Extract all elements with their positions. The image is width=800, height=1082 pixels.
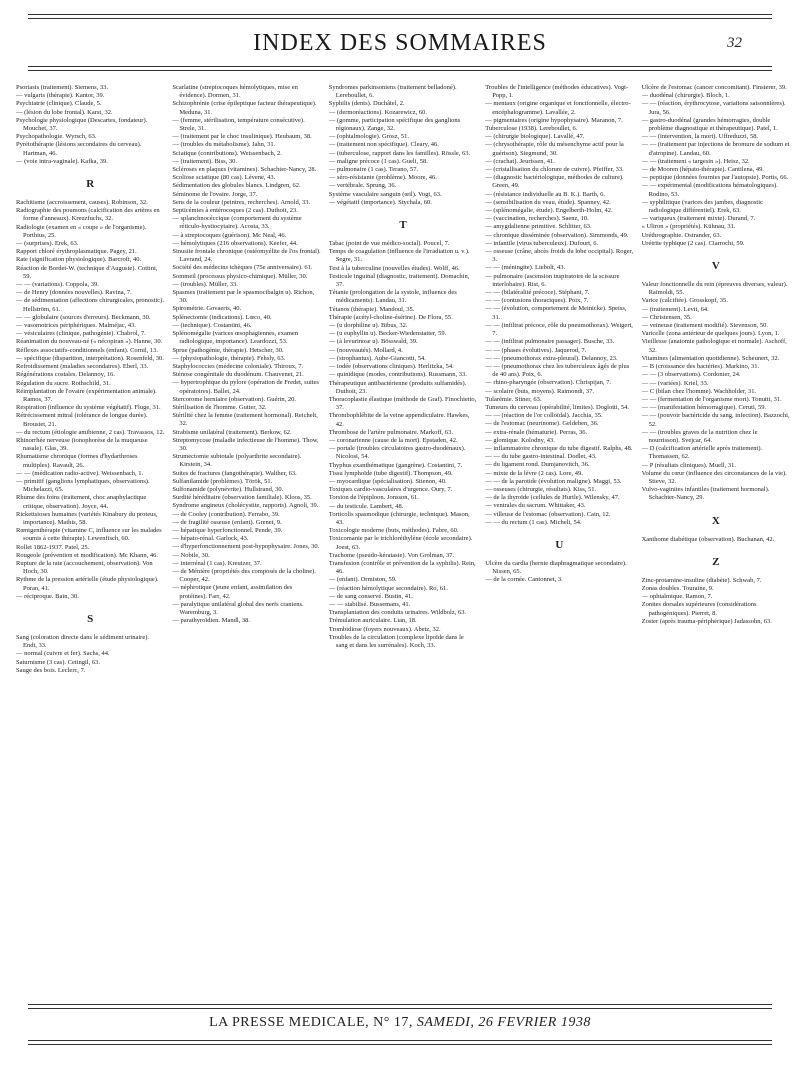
index-entry: Tabac (point de vue médico-social). Poucel, 7.: [328, 240, 450, 248]
index-entry: — du testicule. Lambert, 48.: [328, 502, 404, 510]
index-entry: Régulation du sucre. Rothschild, 31.: [16, 379, 111, 387]
index-entry: — peptique (données fournies par l'autopsie). Portis, 66.: [641, 174, 789, 182]
index-entry: — — (fermentation de l'organisme mort). Tonutti, 31.: [641, 395, 782, 403]
index-entry: Stérilité chez la femme (traitement hormonal). Reichelt, 32.: [172, 412, 318, 428]
section-letter: R: [86, 178, 95, 191]
index-entry: Société des médecins tchèques (75e anniversaire). 61.: [172, 264, 313, 272]
header-bottom-rule: [28, 66, 772, 67]
index-entry: — — (pneumothorax extra-pleural). Delannoy, 23.: [485, 354, 618, 362]
index-entry: Sténose congénitale du duodénum. Chauvenet, 21.: [172, 371, 304, 379]
index-entry: — de Henry (données nouvelles). Ravina, 7.: [16, 289, 132, 297]
index-entry: Pyrétothérapie (lésions secondaires du cerveau). Hartman, 46.: [16, 141, 142, 157]
index-entry: Suites de fractures (fangothérapie). Walther, 63.: [172, 469, 297, 477]
index-entry: Tularémie. Stiner, 63.: [485, 395, 542, 403]
index-entry: — (technique). Costantini, 46.: [172, 321, 252, 329]
index-entry: — — (manifestation hémorragique). Ceruti, 59.: [641, 404, 767, 412]
index-entry: — (enfant). Ormiston, 59.: [328, 576, 397, 584]
index-entry: Vulvo-vaginites infantiles (traitement hormonal). Schachter-Nancy, 29.: [641, 486, 770, 502]
index-entry: — vulgaris (thérapie). Kantor, 39.: [16, 92, 105, 100]
index-entry: Schizophrénie (crise épileptique facteur thérapeutique). Meduna, 31.: [172, 100, 317, 116]
section-letter: U: [555, 538, 564, 551]
index-entry: — (u euphyllin u). Becker-Wiedenstatter, 59.: [328, 330, 447, 338]
index-entry: — (traitement). Levit, 64.: [641, 305, 709, 313]
footer-top-rule: [28, 1004, 772, 1005]
index-entry: — portale (troubles circulatoires gastro-duodénaux). Nicolosi, 54.: [328, 445, 466, 461]
index-entry: — séro-résistante (problème). Moore, 46.: [328, 174, 437, 182]
index-entry: — amygdalienne primitive. Schlitter, 63.: [485, 223, 592, 231]
index-entry: Streptomycose (maladie infectieuse de l'homme). Thow, 30.: [172, 436, 319, 452]
index-entry: — — (traitement « targesin »). Heisz, 32.: [641, 157, 750, 165]
index-entry: Rollet 1862-1937. Patel, 25.: [16, 543, 90, 551]
index-entry: — (traitement). Biss, 30.: [172, 157, 238, 165]
index-entry: — (résistance individuelle au B. K.). Barth, 6.: [485, 190, 606, 198]
index-entry: Rœntgenthérapie (vitamine C, influence sur les malades soumis à cette thérapie). Lewenfisch, 60.: [16, 527, 162, 543]
index-entry: — (physiopathologie, thérapie). Fehsly, 63.: [172, 354, 286, 362]
index-entry: Sprue (pathogénie, thérapie). Hetscher, 30.: [172, 346, 284, 354]
index-entry: Toxicologie moderne (buts, méthodes). Fabre, 60.: [328, 527, 459, 535]
index-entry: Sommeil (processus physico-chimique). Müller, 30.: [172, 272, 308, 280]
index-entry: Trémulation auriculaire. Lian, 18.: [328, 617, 417, 625]
index-entry: — (voie intra-vaginale). Kafka, 39.: [16, 157, 108, 165]
index-entry: Sulfonamide (polynévrite). Hullstrand, 30.: [172, 485, 284, 493]
index-entry: — vasomotrices périphériques. Malméjac, 43.: [16, 322, 137, 330]
index-entry: Sinusite frontale chronique (ostéomyélite de l'os frontal). Lavrand, 24.: [172, 248, 321, 264]
index-entry: — (ophtalmologie). Grosz, 51.: [328, 133, 409, 141]
index-entry: Séminome de l'ovaire. Jorge, 37.: [172, 190, 258, 198]
section-letter: T: [399, 219, 407, 232]
index-entry: Thoracoplastie élastique (méthode de Graf). Finochietto, 37.: [328, 395, 477, 412]
footer-bottom-rule: [28, 1040, 772, 1041]
index-entry: Tétanos (thérapie). Mandoul, 35.: [328, 305, 415, 313]
index-entry: Thérapeutique antibactérienne (produits sulfamidés). Duthoit, 23.: [328, 379, 467, 395]
index-entry: Uréthrographie. Ostrander, 63.: [641, 231, 722, 239]
index-entry: — — globulaire (sources d'erreurs). Beckmann, 30.: [16, 313, 151, 321]
index-entry: — — (3 observations). Cordonier, 24.: [641, 371, 741, 379]
index-entry: — inflammatoire chronique du tube digestif. Ralphs, 48.: [485, 444, 633, 452]
index-entry: Tuberculose (1938). Lereboullet, 6.: [485, 125, 578, 133]
index-column-2: [172, 84, 320, 892]
index-entry: — — (troubles graves de la nutrition chez le nourrisson). Svejcar, 64.: [641, 428, 758, 444]
index-entry: — (vaccination, recherches). Saenz, 10.: [485, 215, 589, 223]
index-entry: — du ligament rond. Dumjanovitch, 36.: [485, 461, 590, 469]
index-entry: — (troubles du métabolisme). Jahn, 31.: [172, 141, 276, 149]
index-entry: — de Cooley (contribution). Ferrabo, 39.: [172, 510, 280, 518]
index-entry: — réciproque. Bain, 30.: [16, 592, 79, 600]
index-entry: Syndromes parkinsoniens (traitement belladoné). Lereboullet, 6.: [328, 84, 457, 100]
index-entry: — d'hyperfonctionnement post-hypophysaire. Jones, 30.: [172, 543, 320, 551]
section-letter: X: [711, 514, 720, 527]
index-entry: Rupture de la rate (accouchement, observation). Von Hoch, 30.: [16, 559, 153, 576]
index-entry: Radiologie (examen en « coupe » de l'organisme). Porthius, 25.: [16, 223, 147, 239]
section-letter: Z: [712, 555, 720, 568]
index-entry: — — (bilatéralité précoce). Stéphani, 7.: [485, 289, 590, 297]
index-entry: — Christensen, 35.: [641, 313, 692, 321]
index-entry: — (tuberculose, rapport dans les familles). Rössle, 63.: [328, 149, 471, 157]
index-entry: Rhume des foins (traitement, choc anaphylactique critique, observation). Joyce, 44.: [16, 494, 147, 510]
index-entry: Système vasculaire sanguin (œil). Vogt, 63.: [328, 190, 442, 198]
index-entry: — de la cornée. Cantonnet, 3.: [485, 576, 563, 584]
index-entry: — — (traitement par injections de bromure de sodium et d'atropine). Landau, 60.: [641, 141, 790, 157]
index-entry: — mixte de la lèvre (2 cas). Lore, 49.: [485, 469, 583, 477]
index-entry: — — (phases évolutives). Jaquerod, 7.: [485, 346, 587, 354]
index-entry: Rétrécissement mitral (tolérance de longue durée). Broustet, 21.: [16, 412, 148, 428]
index-entry: — infantile (virus tuberculeux). Dufourt, 6.: [485, 239, 599, 247]
index-entry: Testicule inguinal (diagnostic, traitement). Domachin, 37.: [328, 272, 470, 289]
index-entry: — pulmonaire (ascension inspiratoire de la scissure interlobaire). Rist, 6.: [485, 272, 620, 288]
index-entry: — — du rectum (1 cas). Micheli, 54.: [485, 518, 582, 526]
index-entry: Rate (signification physiologique). Barcroft, 40.: [16, 256, 142, 264]
index-entry: — — (variations). Coppola, 39.: [16, 281, 99, 289]
index-entry: — vésiculaires (clinique, pathogénie). Chabrol, 7.: [16, 330, 146, 338]
index-entry: — — (contusions thoraciques). Poix, 7.: [485, 297, 589, 305]
index-entry: Splénectomie (indications). Lœco, 40.: [172, 313, 272, 321]
index-entry: — de sang conservé. Bustin, 41.: [328, 592, 413, 600]
index-entry: — quinidique (modes, contributions). Russmann, 33.: [328, 371, 467, 379]
index-entry: — paralytique unilatéral global des nerfs craniens. Waremburg, 3.: [172, 600, 304, 616]
index-entry: Transplantation des conduits urinaires. Wildbolz, 63.: [328, 609, 467, 617]
index-entry: — pulmonaire (1 cas). Terano, 57.: [328, 166, 419, 174]
index-entry: — ventrales du sacrum. Whittaker, 43.: [485, 502, 586, 510]
index-entry: Sang (coloration directe dans le sédiment urinaire). Endt, 33.: [16, 633, 150, 650]
index-entry: Trombidiose (foyers nouveaux). Abetz, 32.: [328, 625, 441, 633]
index-entry: — — de la parotide (évolution maligne). Maggi, 53.: [485, 477, 622, 485]
index-entry: — hypertrophique du pylore (opération de Fredet, suites opératoires). Ballet, 24.: [172, 379, 319, 395]
footer-journal: LA PRESSE MEDICALE, N° 17,: [209, 1015, 413, 1030]
index-entry: — (gomme, participation spécifique des ganglions régionaux). Zange, 32.: [328, 116, 461, 133]
index-entry: Torsion de l'épiploon. Jonsson, 61.: [328, 494, 419, 502]
section-letter: S: [87, 612, 94, 625]
index-entry: — Nobile, 30.: [172, 551, 210, 559]
index-entry: — interrénal (1 cas). Kreutzer, 37.: [172, 559, 262, 567]
page-title: INDEX DES SOMMAIRES: [253, 30, 547, 56]
index-entry: Strumectomie subtotale (polyarthrite secondaire). Kirstein, 34.: [172, 453, 302, 469]
index-entry: — — du tube gastro-intestinal. Dodlet, 43.: [485, 453, 597, 461]
index-entry: — — (infiltrat pulmonaire passager). Busche, 33.: [485, 338, 615, 346]
index-entry: — (troubles). Müller, 33.: [172, 280, 238, 288]
index-entry: Rythme de la pression artérielle (étude physiologique). Poran, 41.: [16, 576, 159, 592]
index-entry: Zinc-protamine-insuline (diabète). Schwab, 7.: [641, 576, 762, 584]
index-entry: Scléroses en plaques (vitamines). Schachter-Nancy, 28.: [172, 166, 317, 174]
index-entry: Psychologie physiologique (Descartes, fondateur). Mouchet, 37.: [16, 116, 148, 133]
header-bottom-rule-double: [28, 70, 772, 71]
index-entry: Xanthome diabétique (observation). Buchanan, 42.: [641, 535, 775, 543]
index-entry: Test à la tuberculine (nouvelles études). Wolff, 46.: [328, 264, 460, 272]
index-entry: — myocardique (spécialisation). Stienon, 40.: [328, 477, 447, 485]
index-entry: — syphilitique (varices des jambes, diagnostic radiologique différentiel). Erek, 63.: [641, 198, 763, 215]
top-rule-double: [28, 18, 772, 19]
index-entry: — (réaction hémolytique secondaire). Ro, 61.: [328, 584, 448, 592]
index-entry: Sciatique (contributions). Weissenbach, 2.: [172, 149, 282, 157]
section-letter: V: [711, 260, 720, 273]
index-entry: Toxicomanie par le trichloréthylène (école secondaire). Joest, 63.: [328, 535, 473, 551]
index-entry: Tissu lymphoïde (tube digestif). Thompson, 49.: [328, 469, 453, 477]
index-entry: Réaction de Bordet-W. (technique d'Auguste). Cottini, 59.: [16, 264, 158, 280]
index-column-3: [329, 84, 477, 892]
index-entry: Saturnisme (3 cas). Cetingil, 63.: [16, 658, 100, 666]
index-entry: — splanchnocéccique (comportement du système réticulo-hystiocytaire). Acosta, 33.: [172, 215, 302, 231]
index-entry: Syndrome angineux (cholécystite, rapports). Agnoli, 39.: [172, 502, 319, 510]
footer-journal-line: [0, 1015, 800, 1031]
index-entry: — P (résultats cliniques). Muell, 31.: [641, 461, 736, 469]
index-entry: — pigmentaires (origine hypophysaire). Maranon, 7.: [485, 116, 623, 124]
index-entry: — gastro-duodénal (grandes hémorragies, double problème diagnostique et thérapeutique). Patel, 1.: [641, 116, 778, 133]
index-entry: Zoster (après trauma-périphérique) Jadassohn, 63.: [641, 617, 772, 625]
index-entry: Splénomégalie (varices œsophagiennes, examen radiologique, importance). Leardozzi, 53.: [172, 330, 299, 346]
index-entry: — (traitement non spécifique). Cleary, 46.: [328, 141, 439, 149]
index-columns: [16, 84, 790, 892]
index-entry: Rachitisme (accroissement, causes). Robinson, 32.: [16, 199, 148, 207]
index-entry: Rapport chloré érythroplasmatique. Pagey, 21.: [16, 248, 137, 256]
index-entry: — scolaire (buts, moyens). Raimondi, 37.: [485, 387, 595, 395]
index-entry: Rickettsioses humaines (variétés Kinabury du proteus, importance). Mathis, 58.: [16, 510, 158, 526]
index-entry: — variqueux (traitement mixte). Durand, 7.: [641, 215, 756, 223]
footer-bottom-rule-double: [28, 1044, 772, 1045]
index-entry: — (splénomégalie, étude). Engelberth-Holm, 42.: [485, 207, 613, 215]
index-entry: Sens de la couleur (peintres, recherches). Arnold, 33.: [172, 198, 311, 206]
index-entry: Vieillesse (anatomie pathologique et normale). Aschoff, 32.: [641, 338, 787, 354]
index-entry: — osseuses (chirurgie, résultats). Kiss, 51.: [485, 485, 597, 493]
index-entry: Rhumatisme chronique (formes d'hydarthroses multiples). Ravault, 26.: [16, 453, 138, 469]
page-number: 32: [727, 35, 742, 51]
index-entry: Stercorome herniaire (observation). Guérin, 20.: [172, 395, 297, 403]
index-entry: — C (bilan chez l'homme). Wachholder, 31.: [641, 387, 757, 395]
index-entry: Troubles de la circulation (complexe lipoïde dans le sang et dans les surrénales). Koch, 33.: [328, 633, 464, 649]
index-entry: Stérilisation de l'homme. Gutter, 32.: [172, 403, 267, 411]
index-entry: Vitamines (alimentation quotidienne). Scheunert, 32.: [641, 354, 780, 362]
index-entry: Torticolis spasmodique (chirurgie, technique). Mason, 43.: [328, 510, 470, 526]
index-entry: Surdité héréditaire (observation familiale). Kloos, 35.: [172, 494, 312, 502]
index-entry: Zonites dorsales supérieures (considérations pathogéniques). Pierret, 8.: [641, 601, 757, 617]
index-entry: — rhino-pharyngée (observation). Chrispijan, 7.: [485, 379, 612, 387]
index-entry: Varice (calcifiée). Grosskopf, 35.: [641, 297, 728, 305]
index-entry: Volume du cœur (influence des circonstances de la vie). Stieve, 32.: [641, 469, 787, 485]
index-entry: Radiographie des poumons (calcification des artères en forme d'anneaux). Kreuzfuchs, 32.: [16, 207, 160, 223]
index-entry: — (femme, stérilisation, température consécutive). Strele, 31.: [172, 116, 305, 133]
index-entry: — de fragilité osseuse (enfant). Grenet, 9.: [172, 518, 282, 526]
index-entry: Tumeurs du cerveau (opérabilité, limites). Doglotti, 54.: [485, 403, 630, 411]
index-entry: Rhinorrhée nerveuse (ionophorèse de la muqueuse nasale). Glas, 39.: [16, 436, 148, 453]
footer-date: 26 FEVRIER 1938: [478, 1015, 591, 1030]
index-entry: — — (infiltrat précoce, rôle du pneumothorax). Weigert, 7.: [485, 321, 633, 338]
index-entry: — (lésion du lobe frontal). Karst, 32.: [16, 108, 113, 116]
index-entry: — (sensibilisation du veau, étude). Spanney, 42.: [485, 198, 611, 206]
index-column-4: [485, 84, 633, 892]
index-entry: Réimplantation de l'ovaire (expérimentation animale). Ramos, 37.: [16, 387, 157, 403]
index-entry: — (u dorphiline u). Bibus, 32.: [328, 322, 408, 330]
index-entry: — normal (cuivre et fer). Sachs, 44.: [16, 650, 110, 658]
index-entry: Tétanie (prolongation de la systole, influence des médicaments). Landau, 31.: [328, 289, 457, 305]
index-entry: Scarlatine (streptocoques hémolytiques, mise en évidence). Dormen, 31.: [172, 84, 298, 100]
index-entry: — (diagnostic bactériologique, méthodes de culture). Green, 49.: [485, 174, 624, 190]
index-entry: Septicémies à entérocoques (2 cas). Duthoit, 23.: [172, 207, 298, 215]
index-entry: — (surprises). Erek, 63.: [16, 240, 79, 248]
index-entry: Valeur fonctionnelle du rein (épreuves diverses, valeur). Raimoldi, 55.: [641, 281, 788, 297]
index-entry: Respiration (influence du système végétatif). Fluge, 31.: [16, 404, 161, 412]
index-entry: Spirométrie. Govaerts, 40.: [172, 305, 242, 313]
index-entry: — (cristallisation du chlorure de cuivre). Pfeiffer, 33.: [485, 166, 624, 174]
index-entry: Réanimation du nouveau-né (« nécopiran »). Hanne, 30.: [16, 338, 163, 346]
index-entry: — hémolytiques (216 observations). Keefer, 44.: [172, 239, 298, 247]
index-entry: Troubles de l'intelligence (méthodes éducatives). Vogt-Popp, 1.: [485, 84, 629, 100]
index-entry: — — (médication radio-active). Weissenbach, 1.: [16, 469, 144, 477]
index-column-5: [642, 84, 790, 892]
index-entry: — (crachat). Jeurissen, 41.: [485, 157, 555, 165]
index-entry: Trachome (pseudo-kératasie). Von Grolman, 37.: [328, 551, 455, 559]
index-entry: — (strophantus). Aube-Giancotti, 54.: [328, 354, 426, 362]
index-entry: — spécifique (disparition, interprétation). Rosenfeld, 30.: [16, 354, 164, 362]
index-entry: Sauge des bois. Leclerc, 7.: [16, 666, 86, 674]
index-entry: — (nouveautés). Mollard, 4.: [328, 346, 403, 354]
index-entry: — glomique. Kolodny, 43.: [485, 436, 555, 444]
index-entry: — du rectum (étiologie amibienne, 2 cas). Travassos, 12.: [16, 428, 165, 436]
footer-top-rule-double: [28, 1008, 772, 1009]
index-entry: — veineuse (traitement modifié). Stevenson, 50.: [641, 322, 768, 330]
index-entry: Varicelle (zona antérieur de quelques jours). Lyon, 1.: [641, 330, 780, 338]
index-entry: — (chrysothérapie, rôle du mésenchyme actif pour la guérison). Siegmund, 30.: [485, 141, 624, 157]
index-entry: Régénérations costales. Delannoy, 16.: [16, 371, 115, 379]
index-entry: Thyphus exanthématique (gangrène). Costantini, 7.: [328, 461, 463, 469]
index-entry: — — (intervention, la mort). Uffreduzzi, 58.: [641, 133, 759, 141]
index-entry: — — (évolution, comportement de Meinicke). Speiss, 31.: [485, 305, 627, 321]
footer-day: SAMEDI,: [416, 1015, 475, 1030]
index-entry: Rougeole (prévention et modification). Mc Khann, 46.: [16, 551, 159, 559]
index-entry: — (traitement par le choc insulinique). Heubaum, 38.: [172, 133, 312, 141]
index-entry: Refroidissement (maladies secondaires). Eberl, 33.: [16, 363, 149, 371]
index-entry: — duodénal (chirurgie). Bloch, 1.: [641, 92, 730, 100]
index-entry: Psychopathologie. Wyrsch, 63.: [16, 133, 97, 141]
index-entry: Zonas doubles. Touraine, 9.: [641, 584, 714, 592]
index-entry: Scoliose sciatique (80 cas). Lèvene, 43.: [172, 174, 276, 182]
index-entry: Staphylococcies (médecine coloniale). Thiroux, 7.: [172, 362, 304, 370]
index-entry: — chronique disséminée (observation). Simmonds, 49.: [485, 231, 629, 239]
index-entry: Toxiques cardio-vasculaires d'urgence. Oury, 7.: [328, 486, 453, 494]
index-entry: — villeuse de l'estomac (observation). Cain, 12.: [485, 510, 611, 518]
index-entry: — D (calcification artérielle après traitement). Thomassen, 62.: [641, 445, 763, 461]
index-entry: — de la thyroïde (cellules de Hurtle). Wilensky, 47.: [485, 494, 620, 502]
index-entry: — hépatique hyperfonctionnel. Pende, 39.: [172, 526, 283, 534]
index-entry: — ophtalmique. Ramon, 7.: [641, 593, 713, 601]
index-entry: — (dermoréactions). Kozarewicz, 60.: [328, 108, 427, 116]
index-entry: — (chirurgie biologique). Lavallé, 47.: [485, 133, 585, 141]
top-rule: [28, 14, 772, 15]
index-entry: — osseuse (crâne, abcès froids du lobe occipital). Roger, 3.: [485, 248, 634, 264]
index-entry: — mentaux (origine organique et fonctionnelle, électro-encéphalogramme). Lavallée, 2.: [485, 100, 631, 116]
index-entry: Syphilis (dents). Duchâtel, 2.: [328, 100, 405, 108]
index-entry: — hépato-rénal. Garlock, 43.: [172, 535, 249, 543]
index-entry: — — (variées). Kriel, 33.: [641, 379, 709, 387]
index-entry: Sédimentation des globules blancs. Lindgren, 62.: [172, 182, 301, 190]
index-entry: Thrombose de l'artère pulmonaire. Markoff, 63.: [328, 428, 453, 436]
index-entry: Ulcère de l'estomac (cancer concomitant). Finsterer, 39.: [641, 84, 787, 91]
index-entry: — néphrotique (jeune enfant, assimilation des protéines). Farr, 42.: [172, 584, 293, 600]
index-entry: Psoriasis (traitement). Siemens, 33.: [16, 84, 109, 91]
index-entry: — de l'estomac (neurinome). Geldeben, 36.: [485, 420, 599, 428]
index-entry: Strabisme unilatéral (traitement). Berkow, 62.: [172, 428, 292, 436]
index-entry: — parathyroïdien. Mandl, 38.: [172, 617, 251, 625]
index-entry: « Uliron » (propriétés). Kühnau, 31.: [641, 223, 736, 231]
index-entry: — vertébrale. Sprung, 36.: [328, 182, 397, 190]
index-entry: — — (méningite). Liebolt, 43.: [485, 264, 566, 272]
index-entry: — — stabilisé. Bussemans, 41.: [328, 600, 411, 608]
index-entry: — de Ménière (propriétés des composés de la choline). Cooper, 42.: [172, 567, 316, 584]
index-entry: — iodée (observations cliniques). Herlitzka, 54.: [328, 363, 454, 371]
index-entry: — coronarienne (cause de la mort). Epstaden, 42.: [328, 436, 458, 444]
index-entry: — de Mooren (hépato-thérapie). Cantilena, 49.: [641, 166, 764, 174]
index-entry: Spasmes (traitement par le spasmocibalgin u). Richon, 30.: [172, 289, 315, 305]
index-entry: — — (pouvoir bactéricide du sang, infection). Bazzochi, 52.: [641, 412, 790, 428]
index-entry: — de sédimentation (affections chirurgicales, pronostic). Hellström, 61.: [16, 297, 164, 313]
index-column-1: [16, 84, 164, 892]
index-entry: Urétrite typhique (2 cas). Ciarrochi, 59.: [641, 239, 745, 247]
index-entry: — maligne précoce (1 cas). Gueli, 58.: [328, 157, 428, 165]
index-entry: — extra-rénale (hématurie). Perras, 36.: [485, 428, 588, 436]
index-entry: Ulcère du cardia (hernie diaphragmatique secondaire). Nissen, 65.: [485, 559, 627, 576]
index-entry: — — (réaction de l'or colloïdal). Jacchia, 35.: [485, 412, 603, 420]
index-entry: — à streptocoques (guérison). Mc Neal, 46.: [172, 231, 287, 239]
index-entry: Temps de coagulation (influence de l'irradiation u. v.). Segre, 31.: [328, 248, 470, 264]
index-entry: — primitif (ganglions lymphatiques, observations). Michelazzi, 65.: [16, 477, 150, 494]
index-entry: Sulfanilamide (problèmes). Török, 51.: [172, 477, 273, 485]
index-entry: Transfusion (contrôle et prévention de la syphilis). Rein, 46.: [328, 559, 476, 576]
index-entry: — — expérimental (modifications hématologiques). Rodino, 53.: [641, 182, 778, 198]
index-entry: — (à levurinose u). Bösswald, 39.: [328, 338, 418, 346]
index-entry: Thrombophlébite de la veine appendiculaire. Hawkes, 42.: [328, 412, 470, 428]
index-entry: — — (réaction, érythrocytose, variations saisonnières). Jura, 56.: [641, 100, 786, 116]
index-entry: Réflexes associatifs-conditionnels (enfant). Cornil, 13.: [16, 346, 159, 354]
index-entry: Thérapie (acétyl-choline-ésérine). De Flora, 55.: [328, 313, 453, 321]
index-entry: — — (pneumothorax chez les tuberculeux âgés de plus de 40 ans). Poix, 6.: [485, 362, 630, 379]
index-entry: — végétatif (importance). Stychala, 60.: [328, 198, 432, 206]
index-entry: — B (croissance des bactéries). Markino, 31.: [641, 363, 760, 371]
index-entry: Psychiatrie (clinique). Claude, 5.: [16, 100, 102, 108]
